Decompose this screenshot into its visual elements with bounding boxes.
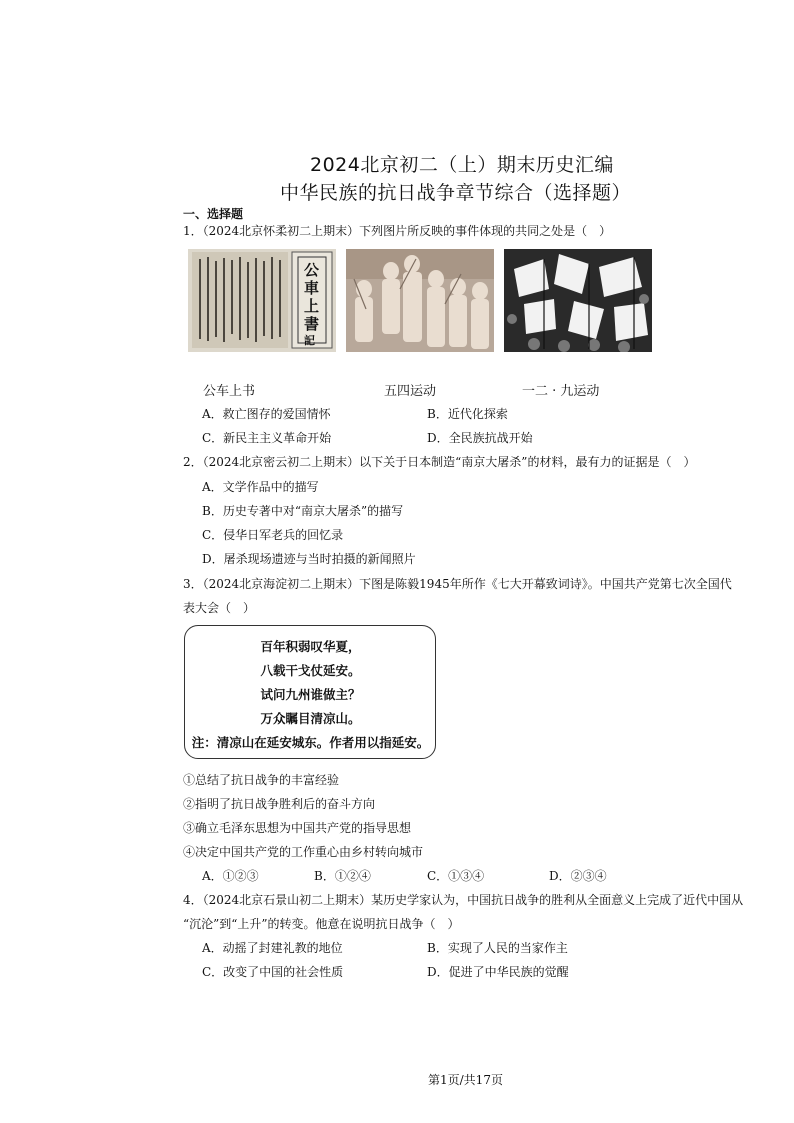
svg-text:上: 上	[304, 297, 320, 315]
question-1-stem: 1．（2024北京怀柔初二上期末）下列图片所反映的事件体现的共同之处是（ ）	[183, 224, 612, 238]
q4-option-c: C．改变了中国的社会性质	[202, 965, 344, 979]
q3-poem-line-2: 八载干戈仗延安。	[260, 663, 361, 678]
q2-option-d: D．屠杀现场遗迹与当时拍摄的新闻照片	[202, 552, 416, 566]
q1-caption-1: 公车上书	[203, 384, 256, 399]
q4-option-b: B．实现了人民的当家作主	[427, 941, 568, 955]
question-4-stem-line1: 4．（2024北京石景山初二上期末）某历史学家认为，中国抗日战争的胜利从全面意义上完成了近代中国从	[183, 893, 744, 907]
q4-option-a: A．动摇了封建礼教的地位	[202, 941, 343, 955]
q1-option-c: C．新民主主义革命开始	[202, 431, 332, 445]
question-3-stem-line2: 表大会（ ）	[183, 601, 256, 615]
svg-text:車: 車	[304, 279, 320, 297]
q1-option-b: B．近代化探索	[427, 407, 508, 421]
q3-statement-3: ③确立毛泽东思想为中国共产党的指导思想	[183, 821, 412, 835]
section-heading: 一、选择题	[183, 207, 244, 221]
svg-text:記: 記	[304, 334, 315, 347]
q3-poem-note: 注：清凉山在延安城东。作者用以指延安。	[191, 735, 430, 750]
q3-poem-line-1: 百年积弱叹华夏，	[260, 639, 361, 654]
question-4-stem-line2: “沉沦”到“上升”的转变。他意在说明抗日战争（ ）	[183, 917, 460, 931]
q2-option-a: A．文学作品中的描写	[202, 480, 319, 494]
q1-caption-2: 五四运动	[384, 384, 437, 399]
question-3-stem-line1: 3．（2024北京海淀初二上期末）下图是陈毅1945年所作《七大开幕致词诗》。中国共产党第七次全国代	[183, 577, 732, 591]
q3-statement-1: ①总结了抗日战争的丰富经验	[183, 773, 340, 787]
q3-statement-4: ④决定中国共产党的工作重心由乡村转向城市	[183, 845, 424, 859]
q3-option-d: D．②③④	[549, 869, 607, 883]
q1-image-yierjiu-yundong	[504, 249, 652, 352]
page-number: 第1页/共17页	[428, 1073, 503, 1087]
q2-option-b: B．历史专著中对“南京大屠杀”的描写	[202, 504, 404, 518]
q3-option-c: C．①③④	[427, 869, 485, 883]
q3-statement-2: ②指明了抗日战争胜利后的奋斗方向	[183, 797, 376, 811]
q3-option-a: A．①②③	[202, 869, 259, 883]
question-2-stem: 2．（2024北京密云初二上期末）以下关于日本制造“南京大屠杀”的材料，最有力的证据是（ ）	[183, 455, 696, 469]
q1-option-a: A．救亡图存的爱国情怀	[202, 407, 331, 421]
q1-image-gongche-shangshu	[188, 249, 336, 352]
page-title-line2: 中华民族的抗日战争章节综合（选择题）	[280, 182, 632, 204]
q1-image-wusi-yundong	[346, 249, 494, 352]
svg-text:書: 書	[304, 315, 320, 333]
page-title-line1: 2024北京初二（上）期末历史汇编	[310, 154, 614, 176]
q1-caption-3: 一二 · 九运动	[522, 384, 600, 399]
q1-option-d: D．全民族抗战开始	[427, 431, 533, 445]
q2-option-c: C．侵华日军老兵的回忆录	[202, 528, 344, 542]
q3-poem-line-3: 试问九州谁做主？	[260, 687, 361, 702]
q3-option-b: B．①②④	[314, 869, 371, 883]
q3-poem-line-4: 万众瞩目清凉山。	[260, 711, 361, 726]
q4-option-d: D．促进了中华民族的觉醒	[427, 965, 569, 979]
svg-text:公: 公	[304, 261, 320, 279]
